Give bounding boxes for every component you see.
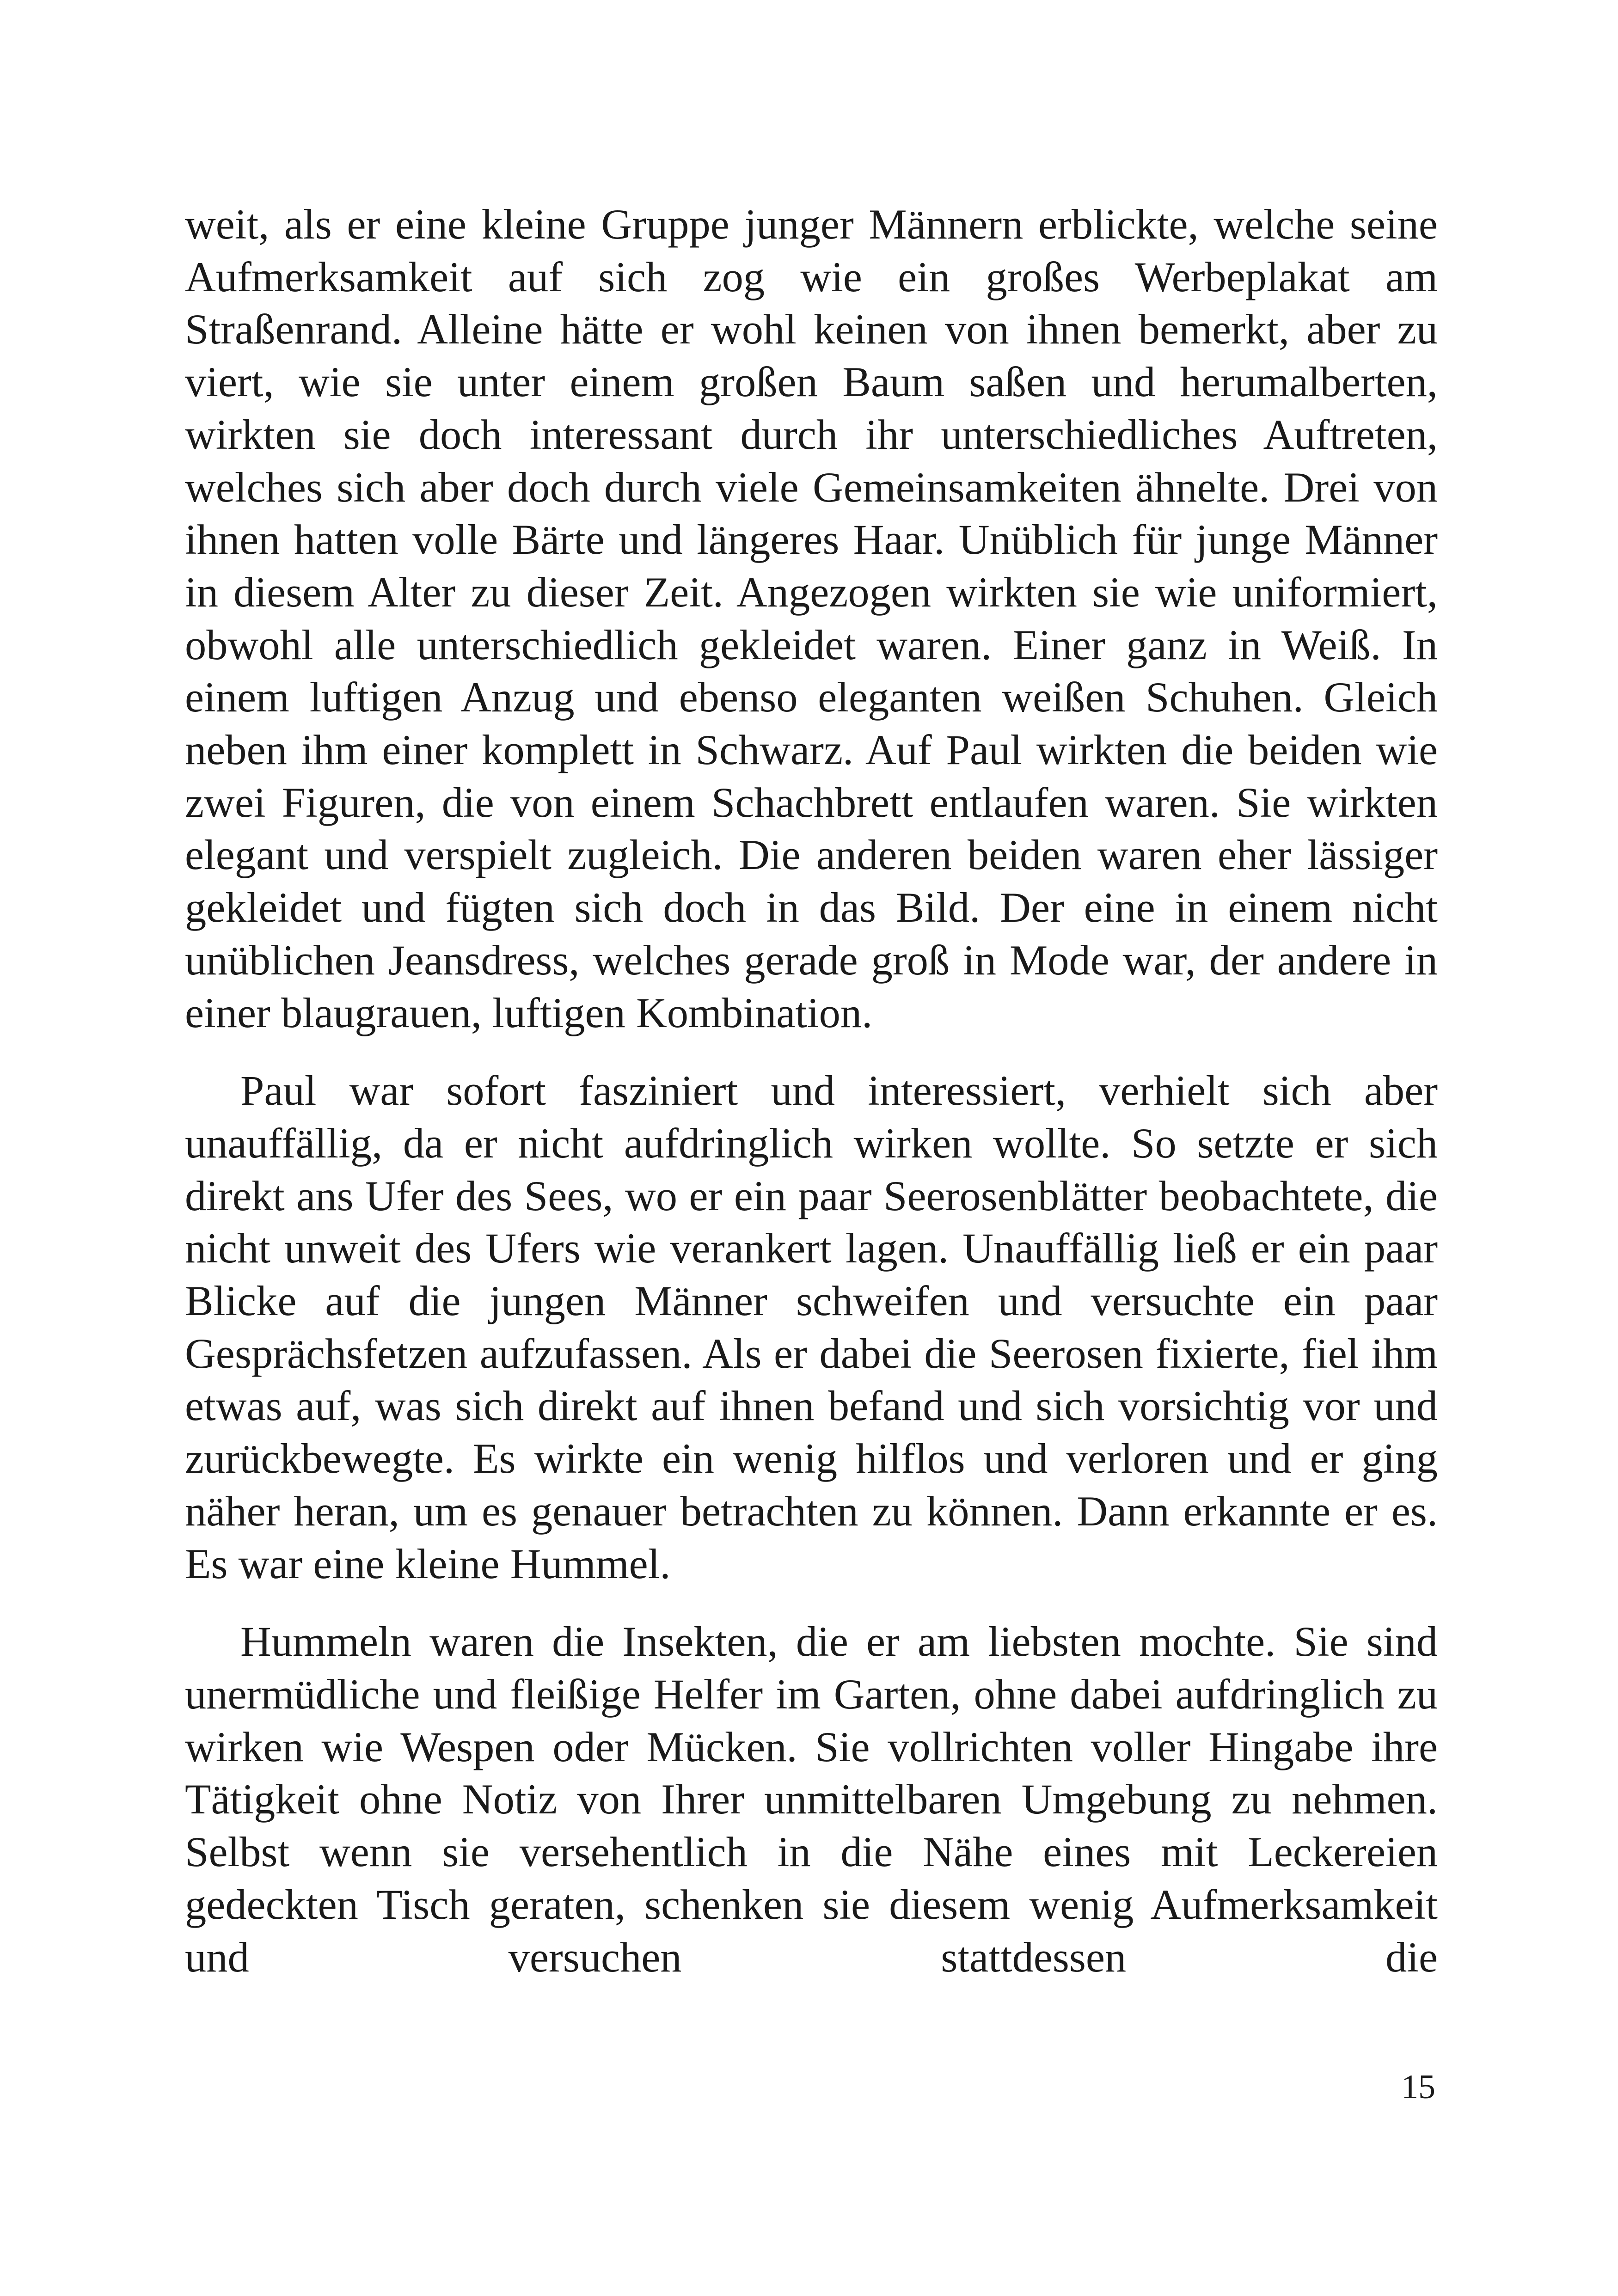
body-text [185,199,1438,1984]
page-number: 15 [1401,2068,1435,2106]
paragraph-2: Paul war sofort fasziniert und interessiert, verhielt sich aber unauffällig, da er nicht aufdringlich wirken wollte. So setzte er sich direkt ans Ufer des Sees, wo er ein paar Seerosenblätter beobachtete, die nicht unweit des Ufers wie verankert lagen. Unauffällig ließ er ein paar Blicke auf die jungen Männer schweifen und versuchte ein paar Gesprächsfetzen aufzufassen. Als er dabei die Seerosen fixierte, fiel ihm etwas auf, was sich direkt auf ihnen befand und sich vorsichtig vor und zurückbewegte. Es wirkte ein wenig hilflos und verloren und er ging näher heran, um es genauer betrachten zu können. Dann erkannte er es. Es war eine kleine Hummel. [185,1067,1438,1588]
paragraph-3: Hummeln waren die Insekten, die er am liebsten mochte. Sie sind unermüdliche und fleißige Helfer im Garten, ohne dabei aufdringlich zu wirken wie Wespen oder Mücken. Sie vollrichten voller Hingabe ihre Tätigkeit ohne Notiz von Ihrer unmittelbaren Umgebung zu nehmen. Selbst wenn sie versehentlich in die Nähe eines mit Leckereien gedeckten Tisch geraten, schenken sie diesem wenig Aufmerksamkeit und versuchen stattdessen die [185,1618,1438,1981]
paragraph-1: weit, als er eine kleine Gruppe junger Männern erblickte, welche seine Aufmerksamkeit auf sich zog wie ein großes Werbeplakat am Straßenrand. Alleine hätte er wohl keinen von ihnen bemerkt, aber zu viert, wie sie unter einem großen Baum saßen und herumalberten, wirkten sie doch interessant durch ihr unterschiedliches Auftreten, welches sich aber doch durch viele Gemeinsamkeiten ähnelte. Drei von ihnen hatten volle Bärte und längeres Haar. Unüblich für junge Männer in diesem Alter zu dieser Zeit. Angezogen wirkten sie wie uniformiert, obwohl alle unterschiedlich gekleidet waren. Einer ganz in Weiß. In einem luftigen Anzug und ebenso eleganten weißen Schuhen. Gleich neben ihm einer komplett in Schwarz. Auf Paul wirkten die beiden wie zwei Figuren, die von einem Schachbrett entlaufen waren. Sie wirkten elegant und verspielt zugleich. Die anderen beiden waren eher lässiger gekleidet und fügten sich doch in das Bild. Der eine in einem nicht unüblichen Jeansdress, welches gerade groß in Mode war, der andere in einer blaugrauen, luftigen Kombination. [185,201,1438,1037]
